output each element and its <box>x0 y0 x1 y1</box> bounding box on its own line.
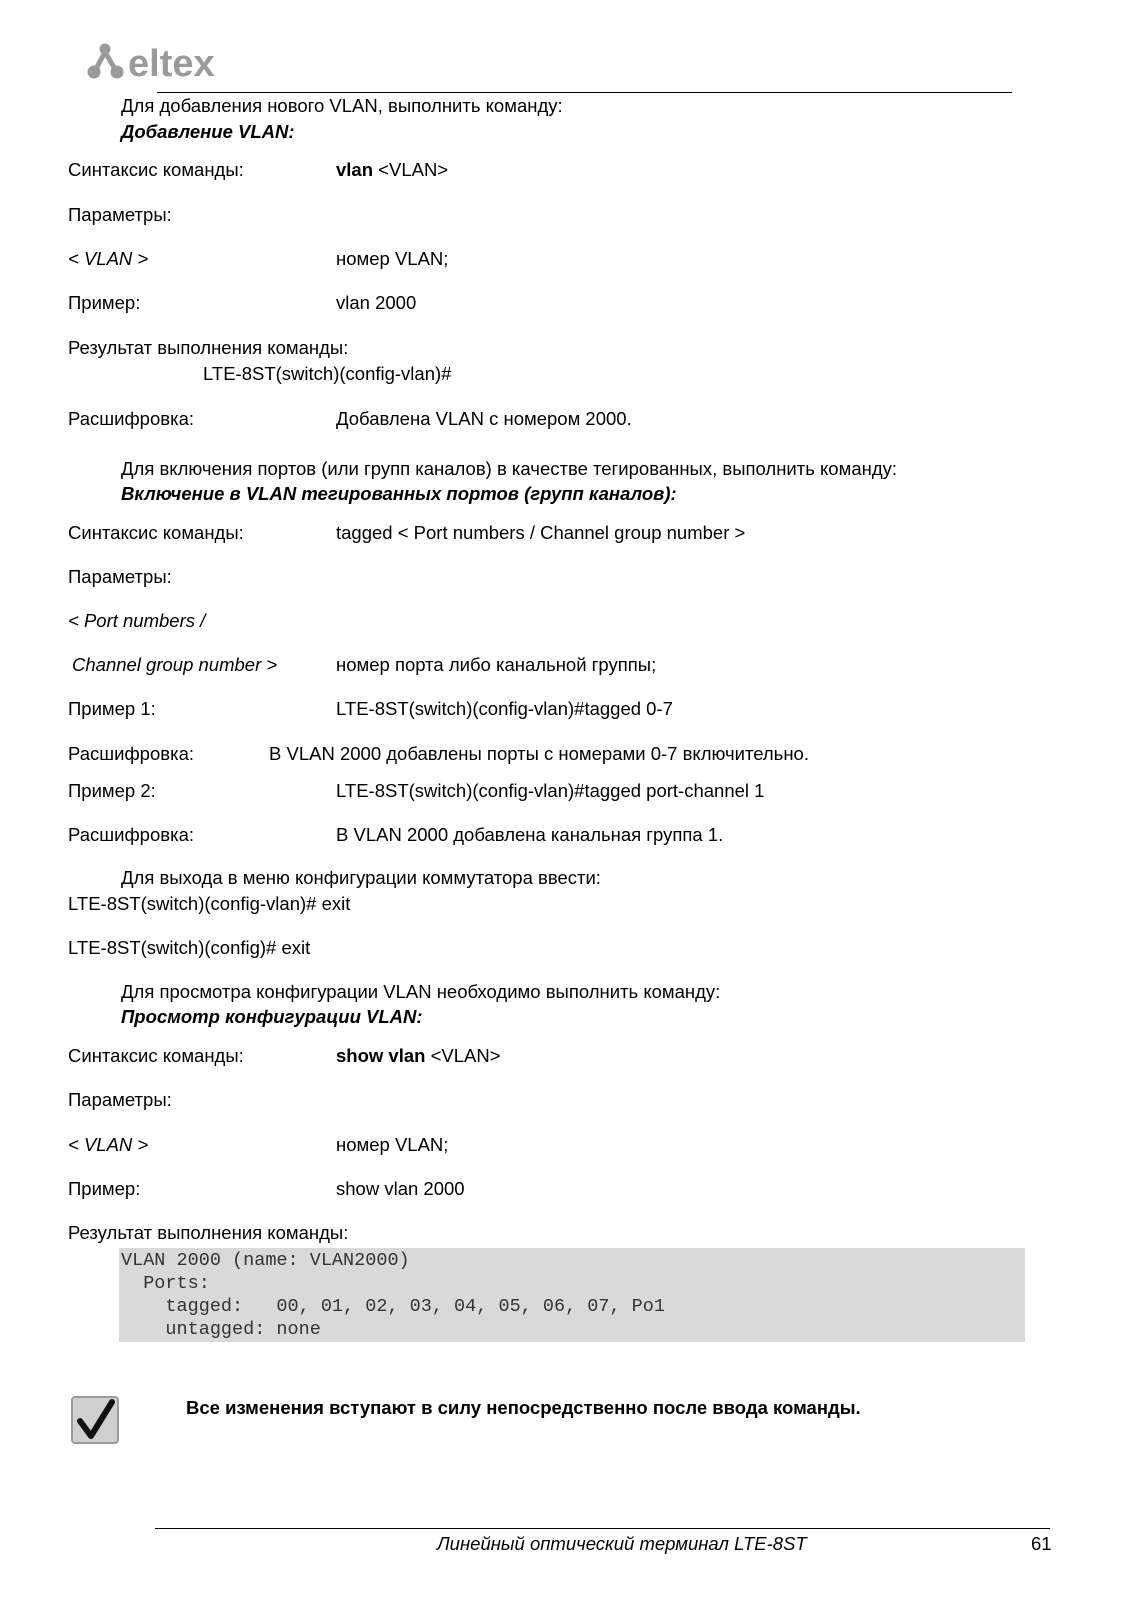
footer-title: Линейный оптический терминал LTE-8ST <box>437 1533 807 1554</box>
syntax-label: Синтаксис команды: <box>68 1045 244 1066</box>
header-rule <box>157 92 1012 93</box>
decode-1-label: Расшифровка: <box>68 743 194 764</box>
params-label: Параметры: <box>68 1089 172 1110</box>
page-number: 61 <box>1031 1533 1052 1554</box>
command-output-block <box>119 1248 1025 1342</box>
example-1-label: Пример 1: <box>68 698 156 719</box>
intro-add-vlan: Для добавления нового VLAN, выполнить команду: <box>121 95 563 116</box>
example-2-value: LTE-8ST(switch)(config-vlan)#tagged port-channel 1 <box>336 780 765 801</box>
decode-value: Добавлена VLAN с номером 2000. <box>336 408 632 429</box>
eltex-logo <box>86 42 261 89</box>
code-line: untagged: none <box>121 1319 321 1340</box>
heading-show-vlan: Просмотр конфигурации VLAN: <box>121 1006 423 1027</box>
decode-2-label: Расшифровка: <box>68 824 194 845</box>
example-label: Пример: <box>68 1178 141 1199</box>
command-argument: <VLAN> <box>425 1045 501 1066</box>
code-line: tagged: 00, 01, 02, 03, 04, 05, 06, 07, Po1 <box>121 1296 665 1317</box>
example-1-value: LTE-8ST(switch)(config-vlan)#tagged 0-7 <box>336 698 673 719</box>
syntax-command: tagged < Port numbers / Channel group number > <box>336 522 746 543</box>
example-value: show vlan 2000 <box>336 1178 465 1199</box>
param-name: < Port numbers / <box>68 610 206 631</box>
code-line: VLAN 2000 (name: VLAN2000) <box>121 1250 410 1271</box>
syntax-label: Синтаксис команды: <box>68 522 244 543</box>
param-desc: номер VLAN; <box>336 1134 449 1155</box>
syntax-label: Синтаксис команды: <box>68 159 244 180</box>
example-label: Пример: <box>68 292 141 313</box>
heading-tagged: Включение в VLAN тегированных портов (групп каналов): <box>121 483 677 504</box>
syntax-command <box>336 1044 501 1068</box>
param-name: < VLAN > <box>68 1134 149 1155</box>
decode-2-value: В VLAN 2000 добавлена канальная группа 1. <box>336 824 724 845</box>
command-keyword: show vlan <box>336 1045 426 1066</box>
svg-text:eltex: eltex <box>128 43 215 84</box>
param-name-continued: Channel group number > <box>72 654 278 675</box>
exit-command-1: LTE-8ST(switch)(config-vlan)# exit <box>68 893 351 914</box>
command-argument: <VLAN> <box>373 159 449 180</box>
intro-tagged: Для включения портов (или групп каналов) в качестве тегированных, выполнить команду: <box>121 458 898 479</box>
param-desc: номер порта либо канальной группы; <box>336 654 657 675</box>
syntax-command <box>336 158 448 182</box>
decode-1-value: В VLAN 2000 добавлены порты с номерами 0-7 включительно. <box>269 743 809 764</box>
result-label: Результат выполнения команды: <box>68 337 349 358</box>
example-2-label: Пример 2: <box>68 780 156 801</box>
intro-show-vlan: Для просмотра конфигурации VLAN необходимо выполнить команду: <box>121 981 721 1002</box>
heading-add-vlan: Добавление VLAN: <box>121 121 295 142</box>
footer-rule <box>155 1528 1050 1529</box>
result-value: LTE-8ST(switch)(config-vlan)# <box>203 363 452 384</box>
params-label: Параметры: <box>68 204 172 225</box>
checkmark-icon <box>71 1396 119 1444</box>
example-value: vlan 2000 <box>336 292 417 313</box>
exit-command-2: LTE-8ST(switch)(config)# exit <box>68 937 311 958</box>
params-label: Параметры: <box>68 566 172 587</box>
decode-label: Расшифровка: <box>68 408 194 429</box>
result-label: Результат выполнения команды: <box>68 1222 349 1243</box>
note-text: Все изменения вступают в силу непосредственно после ввода команды. <box>186 1397 861 1418</box>
param-desc: номер VLAN; <box>336 248 449 269</box>
code-line: Ports: <box>121 1273 210 1294</box>
param-name: < VLAN > <box>68 248 149 269</box>
command-keyword: vlan <box>336 159 374 180</box>
intro-exit: Для выхода в меню конфигурации коммутатора ввести: <box>121 867 601 888</box>
